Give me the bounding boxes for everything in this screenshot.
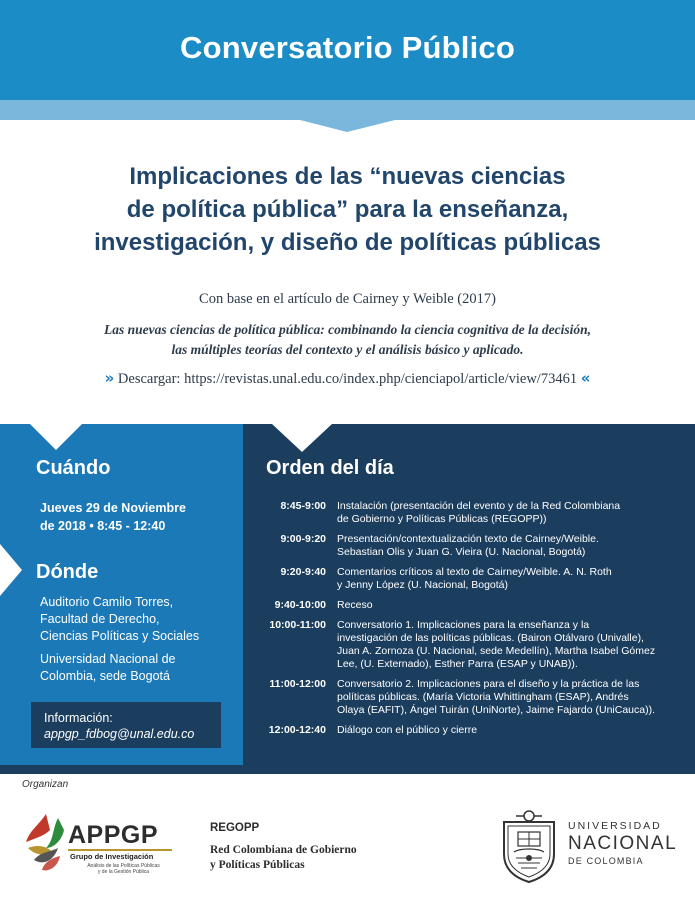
agenda-item [252, 619, 682, 671]
unal-logo-text [568, 820, 677, 866]
appgp-name: APPGP [68, 821, 159, 849]
double-chevron-right-icon: » [104, 369, 115, 387]
agenda-item-description [337, 566, 672, 592]
university-seal-icon [498, 808, 560, 884]
event-date-line: Jueves 29 de Noviembre [40, 501, 186, 515]
regopp-acronym: REGOPP [210, 822, 260, 834]
event-title-line: de política pública” para la enseñanza, [126, 196, 569, 223]
event-title [60, 160, 635, 259]
appgp-divider [68, 849, 172, 851]
appgp-logo [24, 808, 174, 878]
side-arrow-decoration [0, 544, 22, 596]
appgp-subtitle-line: y de la Gestión Pública [97, 869, 150, 875]
event-date-line: de 2018 • 8:45 - 12:40 [40, 519, 166, 533]
appgp-subtitle [76, 863, 171, 875]
appgp-swirl-icon [24, 808, 68, 878]
agenda-item-line: Juan A. Zornoza (U. Nacional, sede Medellín), Martha Isabel Gómez [337, 645, 656, 657]
appgp-group-label: Grupo de Investigación [70, 852, 154, 861]
agenda-item-description [337, 533, 672, 559]
agenda-item-line: Receso [337, 599, 373, 611]
appgp-subtitle-line: Análisis de las Políticas Públicas [87, 863, 160, 869]
unal-line-2: NACIONAL [568, 833, 678, 854]
where-heading: Dónde [36, 561, 99, 583]
agenda-item-description [337, 619, 672, 671]
regopp-name-line: Red Colombiana de Gobierno [210, 844, 357, 856]
agenda-item-line: Diálogo con el público y cierre [337, 724, 478, 736]
agenda-item-description [337, 724, 672, 737]
agenda-item-time: 9:40-10:00 [274, 599, 326, 611]
agenda-list [252, 500, 682, 744]
agenda-heading: Orden del día [266, 457, 394, 479]
unal-line-3: DE COLOMBIA [568, 856, 644, 866]
agenda-item [252, 533, 682, 559]
agenda-item [252, 566, 682, 592]
contact-label: Información: [44, 711, 113, 725]
header-background [0, 0, 695, 132]
agenda-item [252, 599, 682, 612]
download-line [0, 369, 695, 388]
header-banner [0, 0, 695, 132]
unal-line-1: UNIVERSIDAD [568, 820, 662, 832]
event-title-line: Implicaciones de las “nuevas ciencias [129, 163, 566, 190]
agenda-item-time: 12:00-12:40 [268, 724, 326, 736]
left-notch-decoration [30, 424, 82, 450]
article-title-line: las múltiples teorías del contexto y el análisis básico y aplicado. [171, 342, 524, 357]
agenda-item-line: y Jenny López (U. Nacional, Bogotá) [337, 579, 509, 591]
contact-info-box [31, 702, 221, 748]
right-notch-decoration [272, 424, 332, 452]
agenda-item-line: Comentarios críticos al texto de Cairney/Weible. A. N. Roth [337, 566, 612, 578]
agenda-item-line: Presentación/contextualización texto de Cairney/Weible. [337, 533, 599, 545]
event-type-title: Conversatorio Público [180, 30, 515, 65]
organizers-label: Organizan [22, 779, 69, 790]
agenda-item-time: 8:45-9:00 [280, 500, 326, 512]
agenda-item-line: Conversatorio 1. Implicaciones para la enseñanza y la [337, 619, 590, 631]
agenda-item-time: 9:20-9:40 [280, 566, 326, 578]
agenda-item-line: Sebastian Olis y Juan G. Vieira (U. Nacional, Bogotá) [337, 546, 586, 558]
event-date [40, 499, 240, 535]
double-chevron-left-icon: « [580, 369, 591, 387]
regopp-name [210, 843, 357, 873]
agenda-item-line: Conversatorio 2. Implicaciones para el diseño y la práctica de las [337, 678, 640, 690]
agenda-item-description [337, 500, 672, 526]
agenda-item-time: 11:00-12:00 [269, 678, 326, 690]
when-heading: Cuándo [36, 457, 111, 479]
agenda-item-line: Olaya (EAFIT), Ángel Tuirán (UniNorte), Jaime Fajardo (UniCauca)). [337, 704, 656, 716]
agenda-item-line: políticas públicas. (María Victoria Whittingham (ESAP), Andrés [337, 691, 629, 703]
agenda-item-description [337, 678, 672, 717]
agenda-item-line: Lee, (U. Externado), Esther Parra (ESAP y UNAB)). [337, 658, 578, 670]
event-location [40, 594, 240, 685]
based-on-text: Con base en el artículo de Cairney y Weible (2017) [199, 291, 496, 307]
agenda-item-line: Instalación (presentación del evento y de la Red Colombiana [337, 500, 621, 512]
location-line: Facultad de Derecho, [40, 612, 160, 626]
location-line: Auditorio Camilo Torres, [40, 595, 174, 609]
download-link[interactable]: Descargar: https://revistas.unal.edu.co/index.php/cienciapol/article/view/73461 [117, 371, 578, 387]
location-line: Ciencias Políticas y Sociales [40, 629, 200, 643]
regopp-name-line: y Políticas Públicas [210, 859, 305, 871]
agenda-item-line: investigación de las políticas públicas. (Bairon Otálvaro (Univalle), [337, 632, 644, 644]
article-title-line: Las nuevas ciencias de política pública: combinando la ciencia cognitiva de la decisión, [103, 322, 592, 337]
agenda-item [252, 724, 682, 737]
agenda-item-time: 10:00-11:00 [269, 619, 326, 631]
university-line: Colombia, sede Bogotá [40, 669, 170, 683]
agenda-item-description [337, 599, 672, 612]
agenda-item [252, 500, 682, 526]
event-title-line: investigación, y diseño de políticas públicas [94, 229, 601, 256]
agenda-item-time: 9:00-9:20 [280, 533, 326, 545]
contact-email-link[interactable]: appgp_fdbog@unal.edu.co [44, 727, 195, 741]
agenda-item [252, 678, 682, 717]
university-line: Universidad Nacional de [40, 652, 176, 666]
agenda-item-line: de Gobierno y Políticas Públicas (REGOPP)) [337, 513, 547, 525]
article-title [40, 320, 655, 360]
